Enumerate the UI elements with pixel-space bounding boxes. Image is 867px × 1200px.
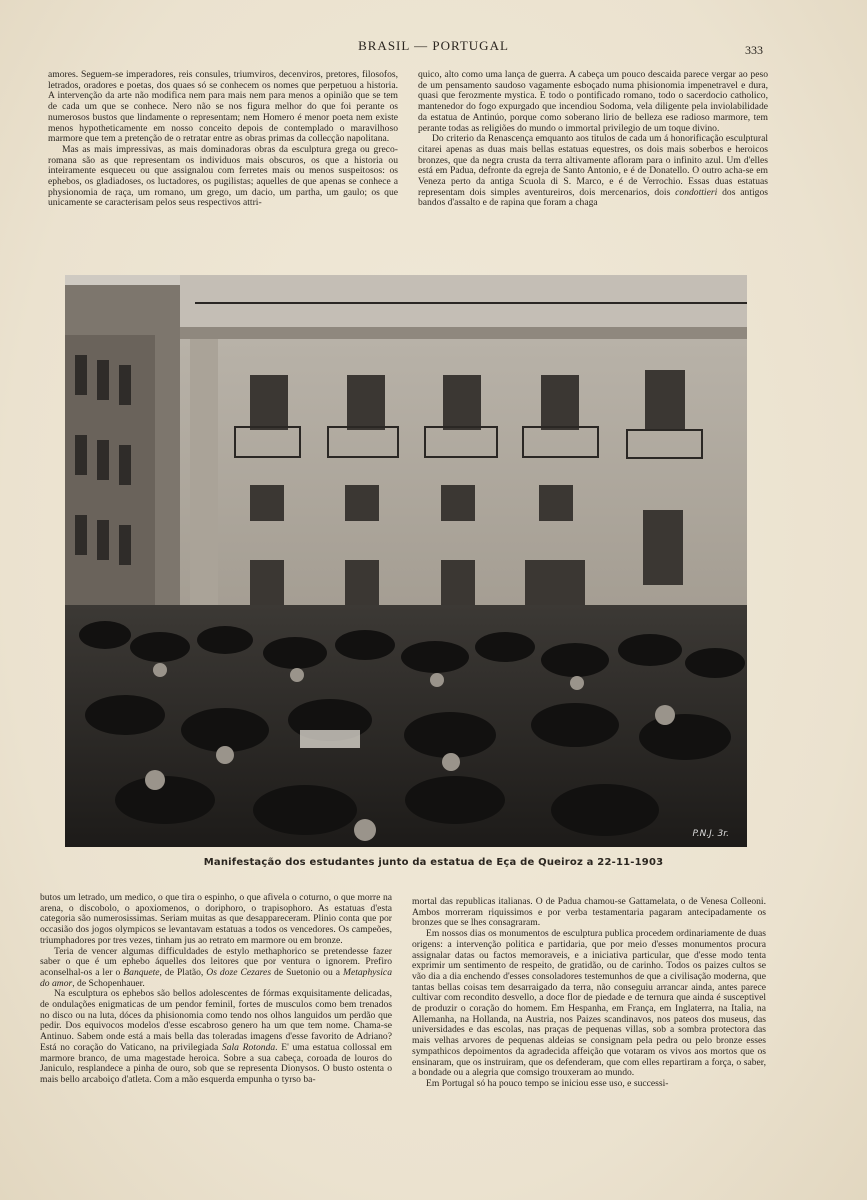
paragraph: amores. Seguem-se imperadores, reis consules, triumviros, decenviros, pretores, filosofos, letrados, oradores e poetas, dos quaes só se conhecem os nomes que perpetuou a historia. A intervenção da arte não modifica nem para mais nem para menos a opinião que se tem de cada um que se conhece. Nero não se nos figura melhor do que foi perante os numerosos bustos que lindamente o representam; nem Homero é menor poeta nem existe menos hypotheticamente em nosso conceito depois de contemplado o maravilhoso marmore que tem a pretenção de o retratar entre as obras primas da collecção napolitana. [48,69,398,145]
paragraph [418,134,768,209]
text-run: Teria de vencer algumas difficuldades de estylo methaphorico se pretendesse fazer saber o que é um ephebo áquelles dos leitores que por ventura o ignorem. Prefiro aconselhal-os a ler o [40,945,392,978]
paragraph: Em Portugal só ha pouco tempo se iniciou esse uso, e successi- [426,1077,669,1089]
column-top-right [418,70,768,209]
paragraph: Mas as mais impressivas, as mais dominadoras obras da esculptura grega ou greco-romana são as que representam os individuos mais obscuros, os que a historia ou inteiramente esqueceu ou que assignalou com ferretes mais ou menos suspeitosos: os ephebos, os gladiadoses, os luctadores, os pugilistas; aquelles de que apenas se conhece a physionomia de raça, um romano, um grego, um dacio, um partha, um gaulo; os que unicamente se caracterisam pelos seus respectivos attri- [48,143,398,209]
column-bottom-right [412,897,766,1090]
text-run: , de Platão, [159,966,207,978]
italic-title: Metaphysica do amor [40,966,392,989]
paragraph: quico, alto como uma lança de guerra. A cabeça um pouco descaida parece vergar ao peso de um pensamento saudoso vagamente esboçado numa phisionomia impenetravel e dura, quasi que ferozmente mystica. E todo o pontificado romano, todo o sacerdocio catholico, mantenedor do fogo expurgado que incendiou Sodoma, vela diligente pela inviolabilidade da estatua de Antinúo, porque como soberano lirio de belleza ese radioso marmore, tem perante todas as religiões do mundo o immortal privilegio de um toque divino. [418,69,768,134]
paragraph [40,989,392,1085]
page-number: 333 [745,43,763,57]
column-top-left [48,70,398,209]
text-run: , de Schopenhauer. [72,977,145,989]
text-run: de Suetonio ou a [271,966,343,978]
photographer-signature: P.N.J. 3r. [692,829,729,839]
italic-title: Banquete [123,966,160,978]
italic-term: condottieri [675,186,718,198]
text-run: Do criterio da Renascença emquanto aos titulos de cada um á honorificação esculptural citarei apenas as duas mais bellas estatuas equestres, os dois mais soberbos e heroicos bronzes, que da negra crusta da terra altivamente afloram para o infinito azul. Um d'elles está em Padua, defronte da egreja de Santo Antonio, e é de Donatello. O outro acha-se em Veneza perto da antiga Scuola di S. Marco, e é de Verrochio. Essas duas estatuas representam dois simples aventureiros, dois mercenarios, dois [418,133,768,198]
photograph [65,275,747,847]
text-run: dos antigos bandos d'assalto e de rapina que foram a chaga [418,186,768,209]
paragraph [40,947,392,990]
italic-title: Os doze Cezares [206,966,272,978]
paragraph: butos um letrado, um medico, o que tira o espinho, o que afivela o coturno, o que morre na arena, o discobolo, o apoxiomenos, o doriphoro, o trapisophoro. As estatuas d'esta categoria são numerosissimas. Seriam muitas as que desappareceram. Plinio conta que por occasião dos jogos olympicos se levantavam estatuas a todos os vencedores. Os campeões, triumphadores por tres vezes, tinham jus ao retrato em marmore ou em bronze. [40,892,392,946]
running-head: BRASIL — PORTUGAL [358,38,509,53]
italic-title: Sala Rotonda [221,1041,276,1053]
crowd-photograph [65,275,747,847]
photo-caption: Manifestação dos estudantes junto da estatua de Eça de Queiroz a 22-11-1903 [203,857,664,868]
paragraph: Em nossos dias os monumentos de esculptura publica procedem ordinariamente de duas origens: a intervenção politica e partidaria, que por meio d'esses monumentos procura assignalar datas ou factos memoraveis, e a iniciativa particular, que d'esse modo tenta exprimir um sentimento de respeito, de gratidão, ou de carinho. Todos os paizes cultos se vão dia a dia enchendo d'esses consoladores testemunhos de que a civilisação moderna, que tantas bellas coisas tem desarraigado da terra, não conseguiu arrancar ainda, antes parece cultivar com recondito desvello, a doce flor de piedade e de ternura que ainda é susceptivel de produzir o coração do homem. Em Hespanha, em França, em Inglaterra, na Italia, na Allemanha, na Hollanda, na Austria, nos Paizes scandinavos, nos pateos dos museus, das universidades e das escolas, nas praças de pequenas villas, sob a sombra protectora das mais velhas arvores de pequenas aldeias se consignam pela pedra ou pelo bronze esses sympathicos depoimentos da agradecida affeição que votaram os vivos aos mortos que os ensinaram, que os instruiram, que os defenderam, que com elles repartiram a força, o saber, a bondade ou a alegria que comsigo trouxeram ao mundo. [412,928,766,1079]
column-bottom-left [40,893,392,1086]
paragraph: mortal das republicas italianas. O de Padua chamou-se Gattamelata, o de Venesa Colleoni. Ambos morreram riquissimos e por verba testamentaria pagaram antecipadamente os bronzes que se lhes consagraram. [412,896,766,929]
text-run: . E' uma estatua collossal em marmore branco, de uma magestade heroica. Sobre a sua cabeça, coroada de louros do Janiculo, resplandece a pinha de ouro, sob que se representa Dionysos. O busto ostenta o mais bello arcaboiço d'atleta. Com a mão esquerda empunha o tyrso ba- [40,1041,392,1085]
text-run: Na esculptura os ephebos são bellos adolescentes de fórmas exquisitamente delicadas, de ondulações enigmaticas de um pendor feminil, fortes de musculos como bem trenados no disco ou na luta, dóces da phisionomia como tendo nos olhos languidos um perdão que pedir. Dos equivocos modelos d'esse escabroso genero ha um que tem nome. Chama-se Antinuo. Sabem onde está a mais bella das toleradas imagens d'esse favorito de Adriano? Está no coração do Vaticano, na privilegiada [40,988,392,1053]
